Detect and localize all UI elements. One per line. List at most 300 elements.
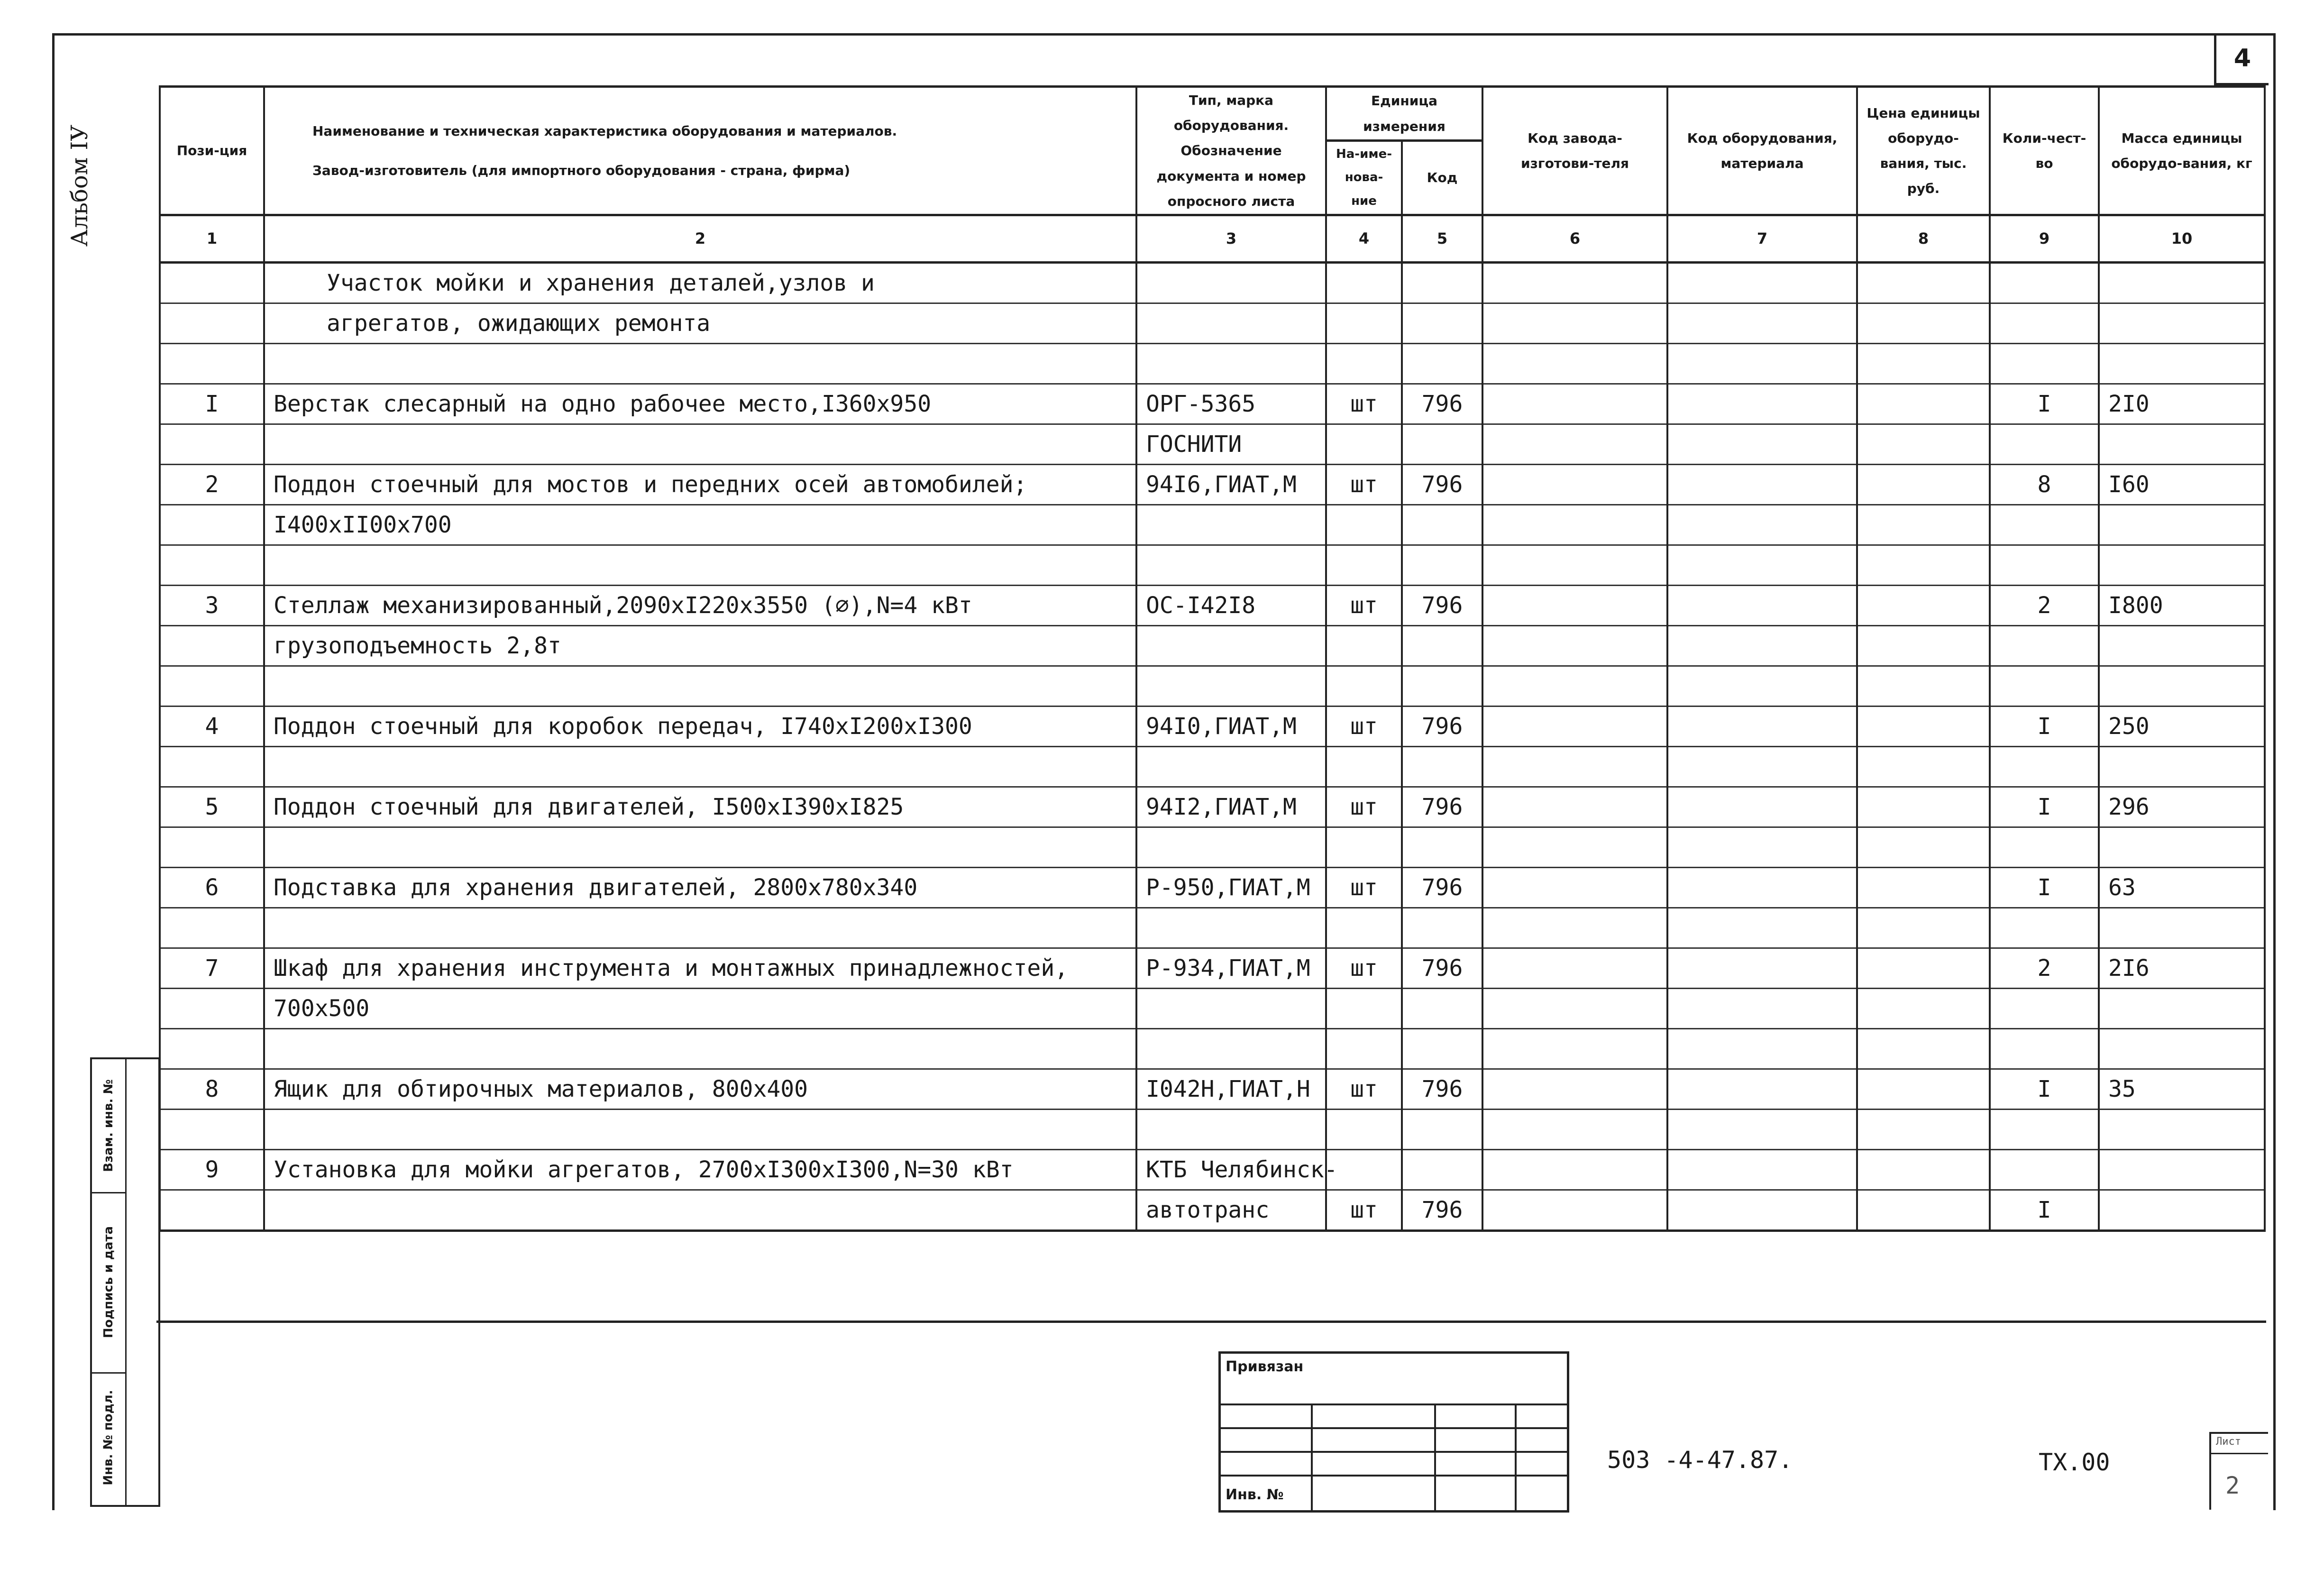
- position-cell: [160, 746, 264, 787]
- equipment-code-cell: [1667, 908, 1857, 948]
- name-cell: [264, 1109, 1136, 1149]
- sheet-corner: [2209, 1432, 2268, 1510]
- table-row: [160, 1069, 2265, 1109]
- quantity-cell: [1990, 746, 2099, 787]
- plant-code-cell: [1482, 303, 1667, 343]
- code-cell: [1402, 746, 1482, 787]
- type-cell: ГОСНИТИ: [1136, 424, 1326, 464]
- type-cell: 94I6,ГИАТ,М: [1136, 464, 1326, 504]
- unit-cell: [1326, 746, 1402, 787]
- price-cell: [1857, 1109, 1990, 1149]
- price-cell: [1857, 504, 1990, 545]
- name-cell: Ящик для обтирочных материалов, 800x400: [264, 1069, 1136, 1109]
- quantity-cell: I: [1990, 1069, 2099, 1109]
- type-cell: 94I0,ГИАТ,М: [1136, 706, 1326, 746]
- name-cell: Установка для мойки агрегатов, 2700xI300xI300,N=30 кВт: [264, 1149, 1136, 1190]
- mass-cell: [2099, 545, 2265, 585]
- position-cell: [160, 1109, 264, 1149]
- header-plant-code: Код завода-изготови-теля: [1482, 87, 1667, 215]
- code-cell: [1402, 988, 1482, 1028]
- code-cell: 796: [1402, 948, 1482, 988]
- table-row: [160, 504, 2265, 545]
- code-cell: [1402, 303, 1482, 343]
- mass-cell: [2099, 303, 2265, 343]
- inv-replace-label: Взам. инв. №: [101, 1079, 116, 1172]
- position-cell: [160, 666, 264, 706]
- price-cell: [1857, 1028, 1990, 1069]
- mass-cell: I60: [2099, 464, 2265, 504]
- price-cell: [1857, 948, 1990, 988]
- table-row: [160, 666, 2265, 706]
- price-cell: [1857, 384, 1990, 424]
- mass-cell: [2099, 666, 2265, 706]
- position-cell: [160, 424, 264, 464]
- table-row: [160, 706, 2265, 746]
- equipment-code-cell: [1667, 585, 1857, 625]
- plant-code-cell: [1482, 1109, 1667, 1149]
- position-cell: [160, 545, 264, 585]
- bottom-rule: [156, 1321, 2266, 1323]
- column-number: 9: [1990, 215, 2099, 262]
- type-cell: [1136, 262, 1326, 303]
- type-cell: 94I2,ГИАТ,М: [1136, 787, 1326, 827]
- header-name-line1: Наименование и техническая характеристика оборудования и материалов.: [312, 123, 897, 139]
- type-cell: [1136, 666, 1326, 706]
- price-cell: [1857, 585, 1990, 625]
- code-cell: 796: [1402, 787, 1482, 827]
- column-number: 4: [1326, 215, 1402, 262]
- column-number: 5: [1402, 215, 1482, 262]
- quantity-cell: [1990, 625, 2099, 666]
- unit-cell: шт: [1326, 948, 1402, 988]
- position-cell: [160, 262, 264, 303]
- type-cell: ОРГ-5365: [1136, 384, 1326, 424]
- type-cell: автотранс: [1136, 1190, 1326, 1230]
- mass-cell: 2I6: [2099, 948, 2265, 988]
- quantity-cell: I: [1990, 1190, 2099, 1230]
- price-cell: [1857, 706, 1990, 746]
- inv-orig-label: Инв. № подл.: [101, 1390, 116, 1486]
- unit-cell: [1326, 625, 1402, 666]
- position-cell: [160, 908, 264, 948]
- name-cell: [264, 827, 1136, 867]
- type-cell: [1136, 827, 1326, 867]
- plant-code-cell: [1482, 262, 1667, 303]
- equipment-code-cell: [1667, 867, 1857, 908]
- plant-code-cell: [1482, 464, 1667, 504]
- equipment-code-cell: [1667, 1069, 1857, 1109]
- unit-cell: [1326, 343, 1402, 384]
- quantity-cell: [1990, 1149, 2099, 1190]
- quantity-cell: [1990, 343, 2099, 384]
- price-cell: [1857, 666, 1990, 706]
- type-cell: [1136, 303, 1326, 343]
- type-cell: Р-934,ГИАТ,М: [1136, 948, 1326, 988]
- equipment-code-cell: [1667, 625, 1857, 666]
- code-cell: 796: [1402, 867, 1482, 908]
- quantity-cell: [1990, 262, 2099, 303]
- type-cell: [1136, 343, 1326, 384]
- quantity-cell: [1990, 666, 2099, 706]
- unit-cell: шт: [1326, 1190, 1402, 1230]
- position-cell: [160, 504, 264, 545]
- price-cell: [1857, 424, 1990, 464]
- name-cell: [264, 666, 1136, 706]
- code-cell: [1402, 827, 1482, 867]
- equipment-code-cell: [1667, 1028, 1857, 1069]
- price-cell: [1857, 303, 1990, 343]
- plant-code-cell: [1482, 585, 1667, 625]
- mass-cell: [2099, 1149, 2265, 1190]
- equipment-code-cell: [1667, 464, 1857, 504]
- plant-code-cell: [1482, 545, 1667, 585]
- quantity-cell: 2: [1990, 948, 2099, 988]
- inv-no-label: Инв. №: [1226, 1486, 1284, 1503]
- plant-code-cell: [1482, 1028, 1667, 1069]
- name-cell: Стеллаж механизированный,2090xI220x3550 (∅),N=4 кВт: [264, 585, 1136, 625]
- unit-cell: шт: [1326, 867, 1402, 908]
- name-cell: 700x500: [264, 988, 1136, 1028]
- table-row: [160, 464, 2265, 504]
- type-cell: [1136, 625, 1326, 666]
- header-name-line2: Завод-изготовитель (для импортного оборудования - страна, фирма): [312, 162, 851, 178]
- bound-label: Привязан: [1226, 1358, 1304, 1375]
- column-number: 6: [1482, 215, 1667, 262]
- position-cell: I: [160, 384, 264, 424]
- table-row: [160, 1109, 2265, 1149]
- code-cell: [1402, 262, 1482, 303]
- plant-code-cell: [1482, 384, 1667, 424]
- header-price: Цена единицы оборудо-вания, тыс. руб.: [1857, 87, 1990, 215]
- code-cell: [1402, 1149, 1482, 1190]
- type-cell: I042Н,ГИАТ,Н: [1136, 1069, 1326, 1109]
- plant-code-cell: [1482, 666, 1667, 706]
- header-row: [160, 87, 2265, 141]
- column-number: 10: [2099, 215, 2265, 262]
- quantity-cell: I: [1990, 384, 2099, 424]
- mass-cell: 296: [2099, 787, 2265, 827]
- position-cell: 4: [160, 706, 264, 746]
- table-row: [160, 262, 2265, 303]
- table-row: [160, 1028, 2265, 1069]
- equipment-code-cell: [1667, 424, 1857, 464]
- sign-date-label: Подпись и дата: [101, 1226, 116, 1339]
- equipment-code-cell: [1667, 303, 1857, 343]
- unit-cell: [1326, 303, 1402, 343]
- document-sheet: ТХ.00: [2039, 1449, 2110, 1476]
- type-cell: [1136, 908, 1326, 948]
- price-cell: [1857, 787, 1990, 827]
- document-code: 503 -4-47.87.: [1607, 1446, 1793, 1474]
- type-cell: КТБ Челябинск-: [1136, 1149, 1326, 1190]
- type-cell: [1136, 988, 1326, 1028]
- type-cell: [1136, 1028, 1326, 1069]
- column-numbers-row: [160, 215, 2265, 262]
- unit-cell: шт: [1326, 464, 1402, 504]
- plant-code-cell: [1482, 746, 1667, 787]
- quantity-cell: [1990, 504, 2099, 545]
- title-block: [1218, 1351, 1569, 1513]
- price-cell: [1857, 343, 1990, 384]
- code-cell: [1402, 625, 1482, 666]
- table-row: [160, 867, 2265, 908]
- name-cell: [264, 343, 1136, 384]
- unit-cell: [1326, 1109, 1402, 1149]
- equipment-code-cell: [1667, 1109, 1857, 1149]
- price-cell: [1857, 464, 1990, 504]
- equipment-code-cell: [1667, 384, 1857, 424]
- mass-cell: [2099, 827, 2265, 867]
- table-row: [160, 988, 2265, 1028]
- mass-cell: 35: [2099, 1069, 2265, 1109]
- name-cell: [264, 746, 1136, 787]
- price-cell: [1857, 908, 1990, 948]
- mass-cell: 63: [2099, 867, 2265, 908]
- name-cell: Поддон стоечный для двигателей, I500xI390xI825: [264, 787, 1136, 827]
- equipment-code-cell: [1667, 988, 1857, 1028]
- equipment-code-cell: [1667, 746, 1857, 787]
- position-cell: [160, 1190, 264, 1230]
- album-label: Альбом IУ: [66, 124, 93, 247]
- quantity-cell: I: [1990, 787, 2099, 827]
- mass-cell: [2099, 908, 2265, 948]
- mass-cell: [2099, 1109, 2265, 1149]
- unit-cell: [1326, 424, 1402, 464]
- unit-cell: шт: [1326, 384, 1402, 424]
- type-cell: [1136, 545, 1326, 585]
- unit-cell: [1326, 262, 1402, 303]
- plant-code-cell: [1482, 1190, 1667, 1230]
- name-cell: [264, 908, 1136, 948]
- name-cell: [264, 1190, 1136, 1230]
- code-cell: [1402, 1028, 1482, 1069]
- unit-cell: [1326, 545, 1402, 585]
- table-row: [160, 908, 2265, 948]
- code-cell: [1402, 666, 1482, 706]
- code-cell: [1402, 1109, 1482, 1149]
- unit-cell: шт: [1326, 585, 1402, 625]
- name-cell: Поддон стоечный для коробок передач, I740xI200xI300: [264, 706, 1136, 746]
- plant-code-cell: [1482, 706, 1667, 746]
- table-row: [160, 384, 2265, 424]
- table-row: [160, 1149, 2265, 1190]
- price-cell: [1857, 1149, 1990, 1190]
- quantity-cell: [1990, 303, 2099, 343]
- equipment-code-cell: [1667, 666, 1857, 706]
- table-row: [160, 303, 2265, 343]
- unit-cell: [1326, 988, 1402, 1028]
- quantity-cell: 2: [1990, 585, 2099, 625]
- code-cell: [1402, 424, 1482, 464]
- mass-cell: I800: [2099, 585, 2265, 625]
- quantity-cell: [1990, 1028, 2099, 1069]
- mass-cell: 250: [2099, 706, 2265, 746]
- code-cell: [1402, 343, 1482, 384]
- plant-code-cell: [1482, 343, 1667, 384]
- price-cell: [1857, 1190, 1990, 1230]
- position-cell: [160, 1028, 264, 1069]
- mass-cell: [2099, 424, 2265, 464]
- header-unit: Единица измерения: [1326, 87, 1482, 141]
- header-position: Пози-ция: [160, 87, 264, 215]
- table-row: [160, 746, 2265, 787]
- plant-code-cell: [1482, 867, 1667, 908]
- quantity-cell: [1990, 988, 2099, 1028]
- header-unit-code: Код: [1402, 141, 1482, 215]
- position-cell: 9: [160, 1149, 264, 1190]
- equipment-table: [159, 85, 2266, 1232]
- code-cell: 796: [1402, 585, 1482, 625]
- mass-cell: [2099, 504, 2265, 545]
- plant-code-cell: [1482, 948, 1667, 988]
- price-cell: [1857, 746, 1990, 787]
- equipment-code-cell: [1667, 948, 1857, 988]
- header-equipment-code: Код оборудования, материала: [1667, 87, 1857, 215]
- name-cell: Верстак слесарный на одно рабочее место,I360x950: [264, 384, 1136, 424]
- mass-cell: [2099, 988, 2265, 1028]
- type-cell: Р-950,ГИАТ,М: [1136, 867, 1326, 908]
- table-row: [160, 827, 2265, 867]
- unit-cell: [1326, 908, 1402, 948]
- name-cell: Подставка для хранения двигателей, 2800x780x340: [264, 867, 1136, 908]
- position-cell: 5: [160, 787, 264, 827]
- price-cell: [1857, 867, 1990, 908]
- column-number: 8: [1857, 215, 1990, 262]
- plant-code-cell: [1482, 1149, 1667, 1190]
- name-cell: I400xII00x700: [264, 504, 1136, 545]
- position-cell: 8: [160, 1069, 264, 1109]
- equipment-code-cell: [1667, 1190, 1857, 1230]
- header-type: Тип, марка оборудования. Обозначение документа и номер опросного листа: [1136, 87, 1326, 215]
- equipment-code-cell: [1667, 262, 1857, 303]
- table-row: [160, 545, 2265, 585]
- mass-cell: 2I0: [2099, 384, 2265, 424]
- position-cell: [160, 827, 264, 867]
- quantity-cell: [1990, 1109, 2099, 1149]
- code-cell: 796: [1402, 384, 1482, 424]
- code-cell: [1402, 545, 1482, 585]
- position-cell: 2: [160, 464, 264, 504]
- header-unit-name: На-име-нова-ние: [1326, 141, 1402, 215]
- position-cell: 7: [160, 948, 264, 988]
- unit-cell: [1326, 504, 1402, 545]
- mass-cell: [2099, 343, 2265, 384]
- price-cell: [1857, 827, 1990, 867]
- name-cell: [264, 424, 1136, 464]
- price-cell: [1857, 1069, 1990, 1109]
- position-cell: 3: [160, 585, 264, 625]
- equipment-code-cell: [1667, 545, 1857, 585]
- code-cell: [1402, 908, 1482, 948]
- column-number: 2: [264, 215, 1136, 262]
- name-cell: [264, 545, 1136, 585]
- name-cell: [264, 1028, 1136, 1069]
- plant-code-cell: [1482, 1069, 1667, 1109]
- code-cell: 796: [1402, 1069, 1482, 1109]
- quantity-cell: [1990, 827, 2099, 867]
- mass-cell: [2099, 262, 2265, 303]
- mass-cell: [2099, 625, 2265, 666]
- name-cell: агрегатов, ожидающих ремонта: [264, 303, 1136, 343]
- sheet-corner-number: 2: [2225, 1472, 2240, 1499]
- equipment-code-cell: [1667, 343, 1857, 384]
- column-number: 3: [1136, 215, 1326, 262]
- type-cell: [1136, 504, 1326, 545]
- code-cell: 796: [1402, 464, 1482, 504]
- position-cell: [160, 625, 264, 666]
- name-cell: грузоподъемность 2,8т: [264, 625, 1136, 666]
- name-cell: Участок мойки и хранения деталей,узлов и: [264, 262, 1136, 303]
- equipment-code-cell: [1667, 1149, 1857, 1190]
- name-cell: Поддон стоечный для мостов и передних осей автомобилей;: [264, 464, 1136, 504]
- table-row: [160, 625, 2265, 666]
- column-number: 7: [1667, 215, 1857, 262]
- position-cell: [160, 303, 264, 343]
- table-row: [160, 343, 2265, 384]
- equipment-code-cell: [1667, 827, 1857, 867]
- header-quantity: Коли-чест-во: [1990, 87, 2099, 215]
- price-cell: [1857, 988, 1990, 1028]
- unit-cell: шт: [1326, 1069, 1402, 1109]
- quantity-cell: [1990, 424, 2099, 464]
- quantity-cell: [1990, 545, 2099, 585]
- position-cell: [160, 988, 264, 1028]
- price-cell: [1857, 625, 1990, 666]
- equipment-code-cell: [1667, 706, 1857, 746]
- plant-code-cell: [1482, 908, 1667, 948]
- unit-cell: шт: [1326, 787, 1402, 827]
- sheet-number: 4: [2214, 33, 2269, 85]
- equipment-code-cell: [1667, 787, 1857, 827]
- table-row: [160, 585, 2265, 625]
- plant-code-cell: [1482, 424, 1667, 464]
- quantity-cell: 8: [1990, 464, 2099, 504]
- position-cell: [160, 343, 264, 384]
- code-cell: [1402, 504, 1482, 545]
- unit-cell: [1326, 1028, 1402, 1069]
- code-cell: 796: [1402, 1190, 1482, 1230]
- type-cell: [1136, 746, 1326, 787]
- equipment-code-cell: [1667, 504, 1857, 545]
- quantity-cell: I: [1990, 867, 2099, 908]
- plant-code-cell: [1482, 504, 1667, 545]
- mass-cell: [2099, 746, 2265, 787]
- code-cell: 796: [1402, 706, 1482, 746]
- type-cell: [1136, 1109, 1326, 1149]
- plant-code-cell: [1482, 787, 1667, 827]
- table-row: [160, 948, 2265, 988]
- unit-cell: [1326, 827, 1402, 867]
- plant-code-cell: [1482, 988, 1667, 1028]
- side-stamp: [90, 1057, 160, 1507]
- unit-cell: [1326, 666, 1402, 706]
- mass-cell: [2099, 1028, 2265, 1069]
- quantity-cell: I: [1990, 706, 2099, 746]
- mass-cell: [2099, 1190, 2265, 1230]
- price-cell: [1857, 262, 1990, 303]
- price-cell: [1857, 545, 1990, 585]
- plant-code-cell: [1482, 625, 1667, 666]
- table-row: [160, 787, 2265, 827]
- column-number: 1: [160, 215, 264, 262]
- quantity-cell: [1990, 908, 2099, 948]
- name-cell: Шкаф для хранения инструмента и монтажных принадлежностей,: [264, 948, 1136, 988]
- table-row: [160, 1190, 2265, 1230]
- plant-code-cell: [1482, 827, 1667, 867]
- sheet-label: Лист: [2216, 1436, 2241, 1448]
- type-cell: ОС-I42I8: [1136, 585, 1326, 625]
- header-name: [264, 87, 1136, 215]
